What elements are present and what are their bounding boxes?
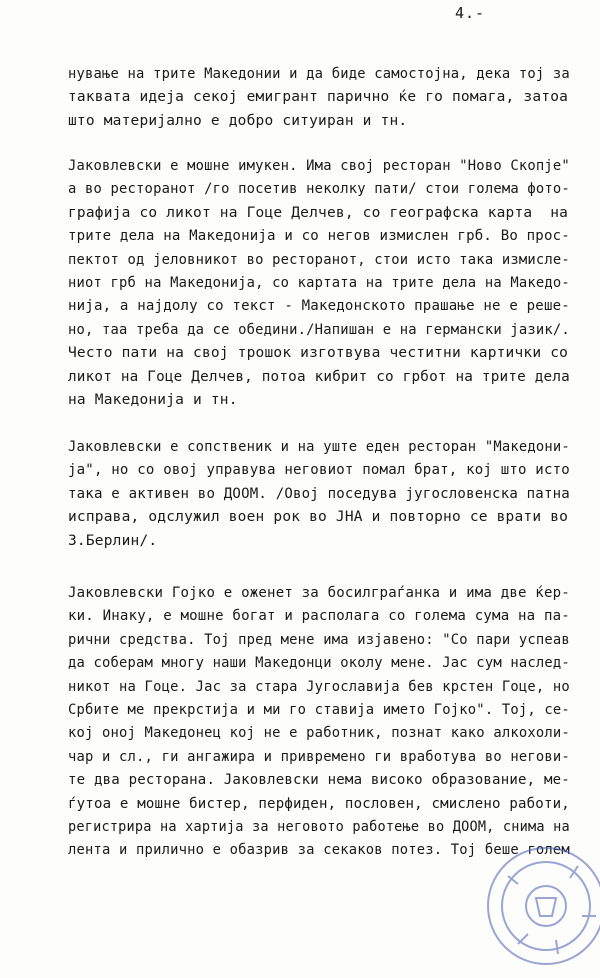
- text-line: ја", но со овој управува неговиот помал брат, кој што исто: [68, 462, 570, 479]
- text-line: трите дела на Македонија и со негов измислен грб. Во прос-: [68, 228, 570, 245]
- text-line: таквата идеја секој емигрант парично ќе го помага, затоа: [68, 89, 569, 106]
- text-line: нија, а најдолу со текст - Македонското прашање не е решe-: [68, 298, 570, 315]
- text-line: те два ресторана. Јаковлевски нема високо образование, ме-: [68, 772, 570, 789]
- text-line: Јаковлевски е мошне имукен. Има свој ресторан "Ново Скопје": [68, 158, 570, 174]
- text-line: лента и прилично е обазрив за секаков потез. Тој беше голем: [68, 842, 570, 859]
- text-line: ѓутоа е мошне бистер, перфиден, пословен, смислено работи,: [68, 795, 570, 812]
- text-line: пектот од јеловникот во ресторанот, стои исто така измисле-: [68, 251, 570, 268]
- text-line: нување на трите Македонии и да биде самостојна, дека тој за: [68, 66, 570, 82]
- official-stamp: [478, 836, 600, 971]
- page-number: 4.-: [455, 4, 486, 22]
- text-line: рични средства. Тој пред мене има изјавено: "Со пари успеав: [68, 631, 570, 648]
- text-line: никот на Гоце. Јас за стара Југославија бев крстен Гоце, но: [68, 678, 570, 695]
- text-line: да соберам многу наши Македонци околу мене. Јас сум наслед-: [68, 655, 570, 672]
- text-line: Јаковлевски Гојко е оженет за босилграѓанка и има две ќер-: [68, 585, 570, 601]
- text-line: исправа, одслужил воен рок во ЈНА и повторно се врати во: [68, 509, 569, 526]
- text-line: З.Берлин/.: [68, 532, 158, 549]
- text-line: регистрира на хартија за неговото работење во ДООМ, снима на: [68, 819, 570, 835]
- text-line: што материјално е добро ситуиран и тн.: [68, 112, 408, 129]
- text-line: а во ресторанот /го посетив неколку пати/ стои голема фото-: [68, 181, 570, 198]
- text-line: така е активен во ДООМ. /Овој поседува југословенска патна: [68, 485, 570, 502]
- text-line: чар и сл., ги ангажира и привремено ги вработува во негови-: [68, 748, 570, 765]
- text-line: ниот грб на Македонија, со картата на трите дела на Македо-: [68, 275, 570, 291]
- text-line: графија со ликот на Гоце Делчев, со географска карта на: [68, 204, 569, 221]
- text-line: на Македонија и тн.: [68, 392, 238, 408]
- text-line: Јаковлевски е сопственик и на уште еден ресторан "Македони-: [68, 439, 570, 455]
- text-line: но, таа треба да се обедини./Напишан е на германски јазик/.: [68, 321, 570, 338]
- text-line: ки. Инаку, е мошне богат и располага со голема сума на па-: [68, 608, 570, 625]
- text-line: Често пати на свој трошок изготвува честитни картички со: [68, 345, 569, 362]
- text-line: кој оној Македонец кој не е работник, познат како алкохоли-: [68, 725, 570, 742]
- text-line: ликот на Гоце Делчев, потоа кибрит со грбот на трите дела: [68, 368, 570, 385]
- text-line: Србите ме прекрстија и ми го ставија името Гојко". Тој, се-: [68, 702, 570, 718]
